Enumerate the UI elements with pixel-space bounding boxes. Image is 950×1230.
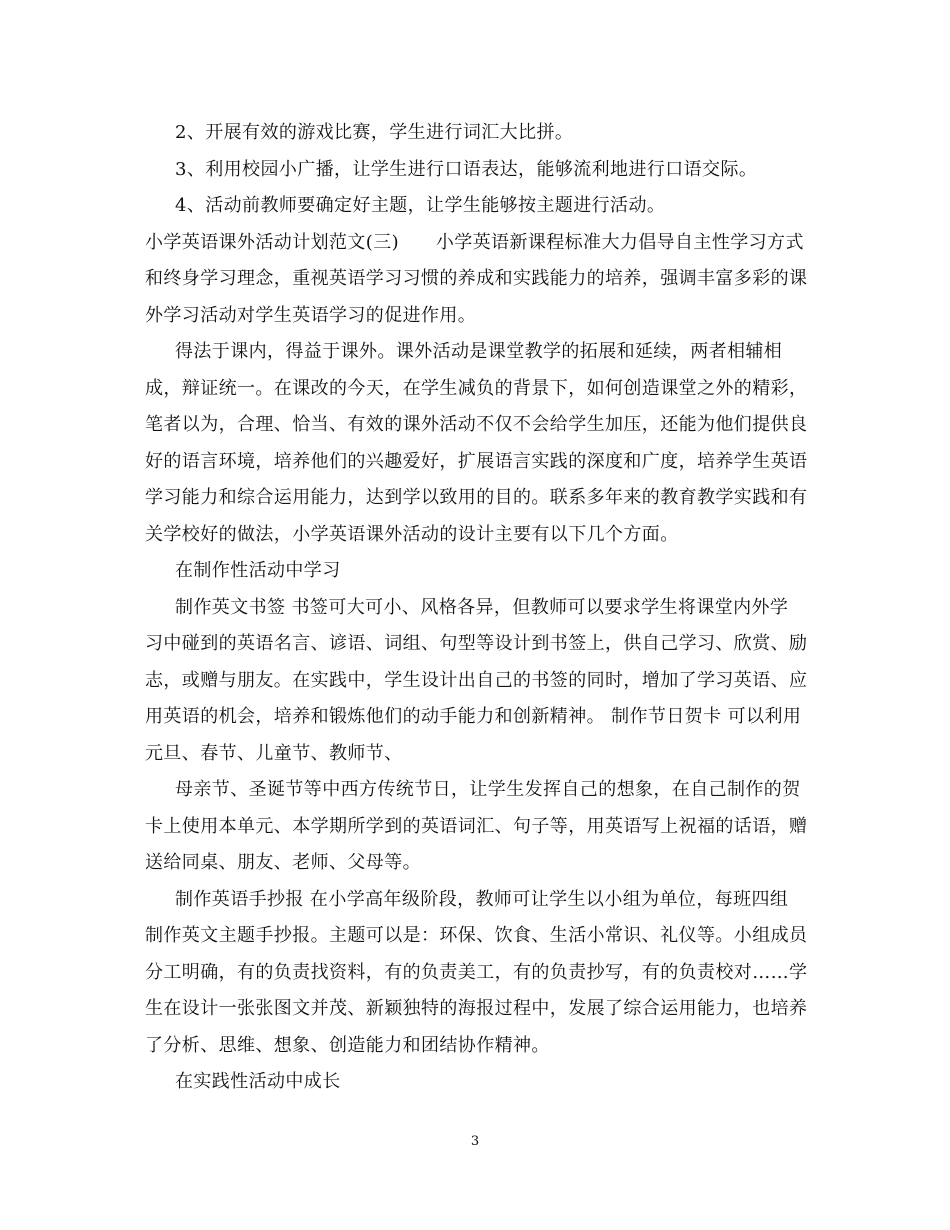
paragraph-line: 好的语言环境，培养他们的兴趣爱好，扩展语言实践的深度和广度，培养学生英语 <box>145 451 808 472</box>
paragraph-line: 母亲节、圣诞节等中西方传统节日，让学生发挥自己的想象，在自己制作的贺 <box>175 779 801 800</box>
subsection-heading: 在实践性活动中成长 <box>175 1071 341 1092</box>
paragraph-line: 分工明确，有的负责找资料，有的负责美工，有的负责抄写，有的负责校对……学 <box>145 962 808 983</box>
paragraph-line: 生在设计一张张图文并茂、新颖独特的海报过程中，发展了综合运用能力，也培养 <box>145 998 808 1019</box>
paragraph-line: 制作英文主题手抄报。主题可以是：环保、饮食、生活小常识、礼仪等。小组成员 <box>145 925 808 946</box>
paragraph-line: 得法于课内，得益于课外。课外活动是课堂教学的拓展和延续，两者相辅相 <box>175 341 783 362</box>
paragraph-line: 志，或赠与朋友。在实践中，学生设计出自己的书签的同时，增加了学习英语、应 <box>145 670 808 691</box>
paragraph-line: 外学习活动对学生英语学习的促进作用。 <box>145 305 477 326</box>
page-number: 3 <box>470 1134 480 1149</box>
paragraph-line: 制作英文书签 书签可大可小、风格各异，但教师可以要求学生将课堂内外学 <box>175 597 789 618</box>
paragraph-line: 学习能力和综合运用能力，达到学以致用的目的。联系多年来的教育教学实践和有 <box>145 487 808 508</box>
paragraph-line: 送给同桌、朋友、老师、父母等。 <box>145 852 421 873</box>
subsection-heading: 在制作性活动中学习 <box>175 560 341 581</box>
paragraph-line: 笔者以为，合理、恰当、有效的课外活动不仅不会给学生加压，还能为他们提供良 <box>145 414 808 435</box>
paragraph-line: 了分析、思维、想象、创造能力和团结协作精神。 <box>145 1035 550 1056</box>
paragraph-line: 制作英语手抄报 在小学高年级阶段，教师可让学生以小组为单位，每班四组 <box>175 889 789 910</box>
list-item-3: 3、利用校园小广播，让学生进行口语表达，能够流利地进行口语交际。 <box>175 159 758 180</box>
paragraph-line: 用英语的机会，培养和锻炼他们的动手能力和创新精神。 制作节日贺卡 可以利用 <box>145 706 802 727</box>
paragraph-line: 元旦、春节、儿童节、教师节、 <box>145 743 403 764</box>
paragraph-line: 卡上使用本单元、本学期所学到的英语词汇、句子等，用英语写上祝福的话语，赠 <box>145 816 808 837</box>
paragraph-line: 成，辩证统一。在课改的今天，在学生减负的背景下，如何创造课堂之外的精彩， <box>145 378 808 399</box>
paragraph-line: 和终身学习理念，重视英语学习习惯的养成和实践能力的培养，强调丰富多彩的课 <box>145 268 808 289</box>
section-heading-line: 小学英语课外活动计划范文(三) 小学英语新课程标准大力倡导自主性学习方式 <box>145 232 804 253</box>
list-item-2: 2、开展有效的游戏比赛，学生进行词汇大比拼。 <box>175 122 574 143</box>
paragraph-line: 关学校好的做法，小学英语课外活动的设计主要有以下几个方面。 <box>145 524 679 545</box>
paragraph-line: 习中碰到的英语名言、谚语、词组、句型等设计到书签上，供自己学习、欣赏、励 <box>145 633 808 654</box>
list-item-4: 4、活动前教师要确定好主题，让学生能够按主题进行活动。 <box>175 195 666 216</box>
